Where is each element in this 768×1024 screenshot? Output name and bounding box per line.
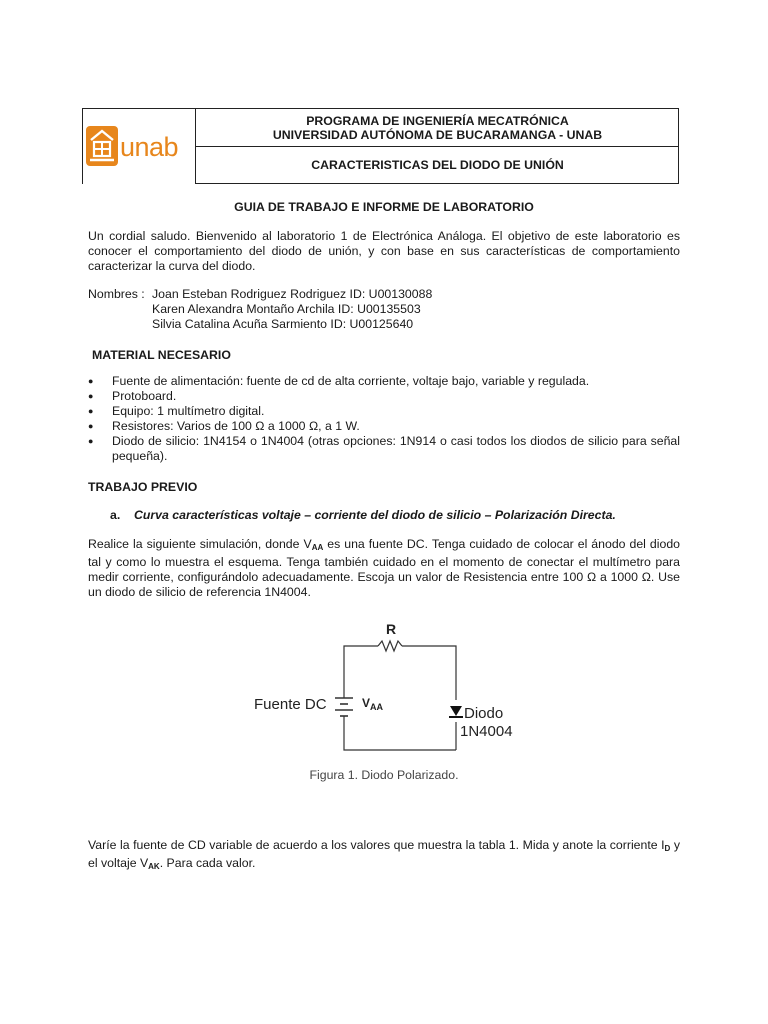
header-table [82,108,679,184]
subsection-title: Curva características voltaje – corriente del diodo de silicio – Polarización Directa. [134,508,616,522]
circuit-diagram [88,610,680,770]
list-item: ● Resistores: Varios de 100 Ω a 1000 Ω, a 1 W. [88,419,680,434]
voltage-label: $V_{AA}$ [362,696,384,712]
material-heading: MATERIAL NECESARIO [92,348,231,362]
previo-heading: TRABAJO PREVIO [88,480,198,494]
guide-title: GUIA DE TRABAJO E INFORME DE LABORATORIO [234,200,534,214]
names-block [88,287,680,332]
logo-text: unab [120,132,179,162]
subsection-letter: a. [110,508,121,522]
name-item: Silvia Catalina Acuña Sarmiento ID: U00125640 [152,317,414,331]
simulation-paragraph: Realice la siguiente simulación, donde $V_{AA}$ es una fuente DC. Tenga cuidado de colocar el ánodo del diodo tal y como lo muestra el esquema. Tenga también cuidado en el momento de conectar el multímetro para medir corriente, configurándolo adecuadamente. Escoja un valor de Resistencia entre 100 Ω a 1000 Ω. Use un diodo de silicio de referencia 1N4004. [88,537,680,599]
resistor-label: R [386,621,397,637]
header-title [196,114,679,142]
diode-icon [450,706,462,716]
circuit-schematic [88,610,680,770]
list-item: ● Protoboard. [88,389,680,404]
university-name: UNIVERSIDAD AUTÓNOMA DE BUCARAMANGA - UNAB [272,128,603,142]
subsection-heading [88,508,680,522]
instructions-paragraph: Varíe la fuente de CD variable de acuerdo a los valores que muestra la tabla 1. Mida y anote la corriente $I_D$ y el voltaje $V_{AK}$. Para cada valor. [88,838,680,871]
diode-label: Diodo [464,705,504,722]
subject-title: CARACTERISTICAS DEL DIODO DE UNIÓN [311,158,564,172]
list-item: ● Fuente de alimentación: fuente de cd de alta corriente, voltaje bajo, variable y regulada. [88,374,680,389]
diode-reference: 1N4004 [460,723,513,740]
lab-guide-page [88,108,680,874]
building-icon [86,122,120,166]
list-item: ● Equipo: 1 multímetro digital. [88,404,680,419]
names-label: Nombres : [88,287,145,301]
unab-logo [86,118,192,176]
name-item: Joan Esteban Rodriguez Rodriguez ID: U00130088 [152,287,433,301]
source-label: Fuente DC [254,696,327,713]
name-item: Karen Alexandra Montaño Archila ID: U00135503 [152,302,421,316]
intro-paragraph: Un cordial saludo. Bienvenido al laboratorio 1 de Electrónica Análoga. El objetivo de este laboratorio es conocer el comportamiento del diodo de unión, y con base en sus características de comportamiento caracterizar la curva del diodo. [88,229,680,273]
program-name: PROGRAMA DE INGENIERÍA MECATRÓNICA [306,114,569,128]
figure-caption: Figura 1. Diodo Polarizado. [309,768,459,782]
material-list [88,374,680,464]
list-item: ● Diodo de silicio: 1N4154 o 1N4004 (otras opciones: 1N914 o casi todos los diodos de silicio para señal pequeña). [88,434,680,464]
